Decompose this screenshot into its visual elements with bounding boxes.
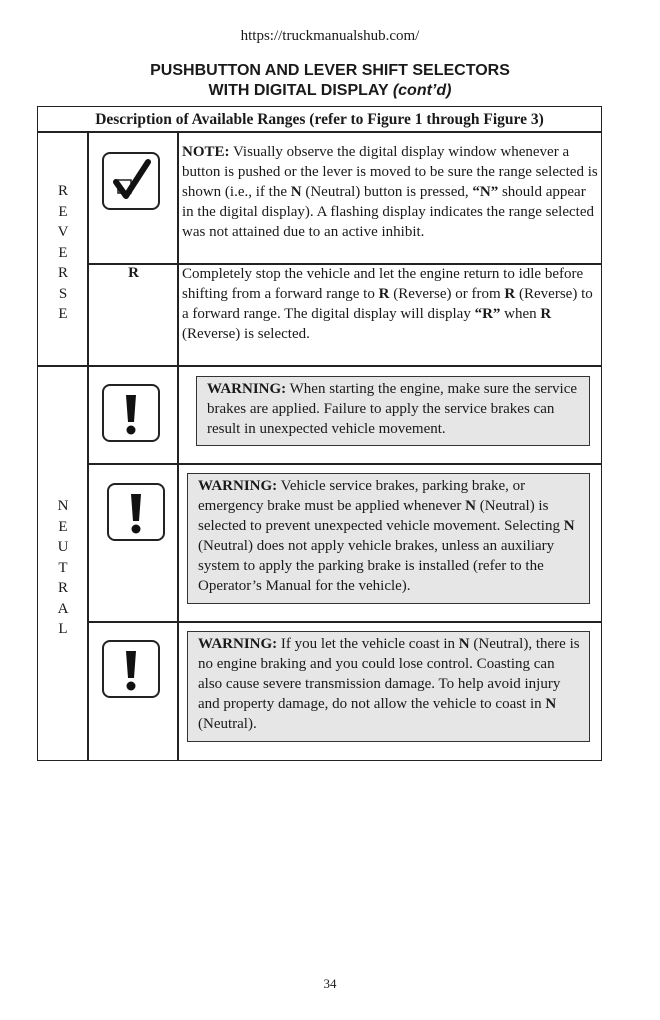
neutral-letter: R bbox=[57, 580, 68, 596]
subtitle-contd: (cont’d) bbox=[392, 82, 452, 99]
warning-text: Vehicle service brakes, parking brake, or emergency brake must be applied whenever bbox=[198, 478, 526, 514]
reverse-letter: R bbox=[57, 265, 68, 281]
reverse-letter: E bbox=[58, 306, 68, 322]
reverse-letter: V bbox=[57, 224, 69, 240]
warning-text: (Neutral) does not apply vehicle brakes, unless an auxiliary system to apply the parking brake is installed (refer to the Operator’s Manual for the vehicle). bbox=[198, 538, 555, 594]
reverse-letter: S bbox=[58, 285, 68, 302]
section-divider bbox=[38, 365, 601, 367]
note-text-part: should appear in the digital display). A flashing display indicates the range selected was not attained due to an active inhibit. bbox=[182, 184, 594, 240]
warning-text: When starting the engine, make sure the service brakes are applied. Failure to apply the service brakes can result in unexpected vehicle movement. bbox=[207, 381, 578, 437]
reverse-bold-r: R bbox=[504, 286, 516, 302]
reverse-letter: E bbox=[58, 203, 68, 220]
note-label: NOTE: bbox=[182, 144, 230, 160]
note-text-part: (Neutral) button is pressed, bbox=[301, 184, 473, 200]
neutral-letter: E bbox=[58, 518, 68, 535]
range-code-r: R bbox=[128, 265, 139, 281]
ranges-table bbox=[37, 106, 602, 761]
warning-text: (Neutral) is selected to prevent unexpected vehicle movement. Selecting bbox=[198, 498, 564, 534]
warning-label: WARNING: bbox=[198, 636, 278, 652]
reverse-text-part: (Reverse) to a forward range. The digital display will display bbox=[182, 286, 593, 322]
reverse-text-part: (Reverse) is selected. bbox=[182, 326, 310, 342]
column-divider-2 bbox=[177, 131, 179, 761]
checkbox-check-icon bbox=[102, 152, 160, 210]
exclamation-icon bbox=[107, 483, 165, 541]
warning-bold-n: N bbox=[563, 518, 575, 534]
note-text bbox=[182, 142, 598, 242]
warning-bold-n: N bbox=[458, 636, 470, 652]
reverse-bold-r: R bbox=[378, 286, 390, 302]
page-subtitle bbox=[0, 82, 660, 100]
warning-label: WARNING: bbox=[198, 478, 278, 494]
table-heading: Description of Available Ranges (refer to Figure 1 through Figure 3) bbox=[95, 111, 544, 128]
neutral-letter: A bbox=[57, 600, 69, 617]
warning-text: If you let the vehicle coast in bbox=[277, 636, 459, 652]
reverse-bold-r-quoted: “R” bbox=[474, 306, 501, 322]
warning-text: (Neutral), there is no engine braking and you could lose control. Coasting can also cause severe transmission damage. To help avoid injury and property damage, do not allow the vehicle to coast in bbox=[198, 636, 580, 712]
reverse-bold-r: R bbox=[540, 306, 552, 322]
warning-bold-n: N bbox=[545, 696, 557, 712]
reverse-label bbox=[38, 181, 88, 325]
warning-box bbox=[196, 376, 590, 446]
neutral-letter: L bbox=[58, 621, 68, 637]
subtitle-main: WITH DIGITAL DISPLAY bbox=[208, 82, 393, 99]
neutral-label bbox=[38, 496, 88, 640]
warning-text: (Neutral). bbox=[198, 716, 257, 732]
warning-label: WARNING: bbox=[207, 381, 287, 397]
reverse-letter: R bbox=[57, 183, 68, 199]
page-number: 34 bbox=[323, 976, 337, 991]
reverse-letter: E bbox=[58, 244, 68, 261]
row-divider-warning1 bbox=[87, 463, 601, 465]
exclamation-icon bbox=[102, 384, 160, 442]
reverse-text-part: (Reverse) or from bbox=[389, 286, 505, 302]
source-url[interactable]: https://truckmanualshub.com/ bbox=[240, 28, 420, 44]
page-title: PUSHBUTTON AND LEVER SHIFT SELECTORS bbox=[150, 62, 510, 79]
note-bold-n: N bbox=[290, 184, 302, 200]
warning-box bbox=[187, 631, 590, 742]
warning-bold-n: N bbox=[465, 498, 476, 514]
neutral-letter: U bbox=[57, 539, 69, 555]
note-text-part: Visually observe the digital display window whenever a button is pushed or the lever is moved to be sure the range selected is shown (i.e., if the bbox=[182, 144, 598, 200]
reverse-text-part: Completely stop the vehicle and let the engine return to idle before shifting from a forward range to bbox=[182, 266, 584, 302]
neutral-letter: N bbox=[57, 498, 69, 514]
neutral-letter: T bbox=[58, 559, 68, 576]
exclamation-icon bbox=[102, 640, 160, 698]
warning-box bbox=[187, 473, 590, 604]
reverse-text-part: when bbox=[500, 306, 541, 322]
note-bold-n-quoted: “N” bbox=[472, 184, 499, 200]
row-divider-warning2 bbox=[87, 621, 601, 623]
heading-divider bbox=[38, 131, 601, 133]
reverse-description bbox=[182, 264, 600, 344]
